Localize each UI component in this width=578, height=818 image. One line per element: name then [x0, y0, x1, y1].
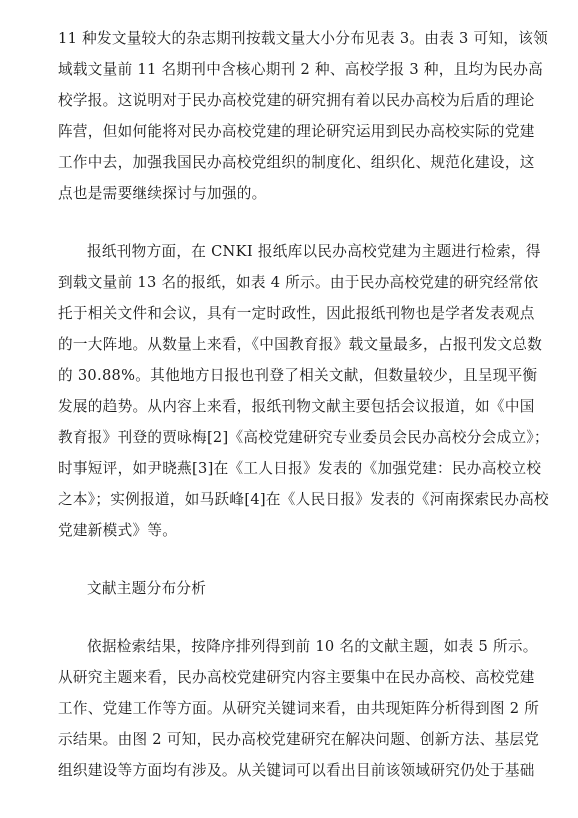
text-line: 组织建设等方面均有涉及。从关键词可以看出目前该领域研究仍处于基础	[58, 762, 535, 779]
text-line: 教育报》刊登的贾咏梅[2]《高校党建研究专业委员会民办高校分会成立》；	[58, 429, 549, 446]
text-line: 从研究主题来看，民办高校党建研究内容主要集中在民办高校、高校党建	[58, 669, 535, 686]
text-line: 依据检索结果，按降序排列得到前 10 名的文献主题，如表 5 所示。	[87, 638, 538, 655]
text-line: 11 种发文量较大的杂志期刊按载文量大小分布见表 3。由表 3 可知，该领	[58, 30, 549, 47]
text-line: 发展的趋势。从内容上来看，报纸刊物文献主要包括会议报道，如《中国	[58, 398, 535, 415]
text-line: 报纸刊物方面，在 CNKI 报纸库以民办高校党建为主题进行检索，得	[87, 243, 541, 260]
text-line: 托于相关文件和会议，具有一定时政性，因此报纸刊物也是学者发表观点	[58, 305, 535, 322]
section-heading: 文献主题分布分析	[87, 580, 207, 597]
text-line: 工作、党建工作等方面。从研究关键词来看，由共现矩阵分析得到图 2 所	[58, 700, 540, 717]
text-line: 点也是需要继续探讨与加强的。	[58, 185, 267, 202]
text-line: 域载文量前 11 名期刊中含核心期刊 2 种、高校学报 3 种，且均为民办高	[58, 61, 544, 78]
text-line: 的 30.88%。其他地方日报也刊登了相关文献，但数量较少，且呈现平衡	[58, 367, 538, 384]
text-line: 示结果。由图 2 可知，民办高校党建研究在解决问题、创新方法、基层党	[58, 731, 540, 748]
text-line: 到载文量前 13 名的报纸，如表 4 所示。由于民办高校党建的研究经常依	[58, 274, 539, 291]
text-line: 工作中去，加强我国民办高校党组织的制度化、组织化、规范化建设，这	[58, 154, 535, 171]
text-line: 的一大阵地。从数量上来看，《中国教育报》载文量最多，占报刊发文总数	[58, 336, 543, 353]
text-line: 党建新模式》等。	[58, 522, 178, 539]
text-line: 之本》；实例报道，如马跃峰[4]在《人民日报》发表的《河南探索民办高校	[58, 491, 549, 508]
text-line: 校学报。这说明对于民办高校党建的研究拥有着以民办高校为后盾的理论	[58, 92, 535, 109]
text-line: 时事短评，如尹晓燕[3]在《工人日报》发表的《加强党建：民办高校立校	[58, 460, 542, 477]
text-line: 阵营，但如何能将对民办高校党建的理论研究运用到民办高校实际的党建	[58, 123, 535, 140]
